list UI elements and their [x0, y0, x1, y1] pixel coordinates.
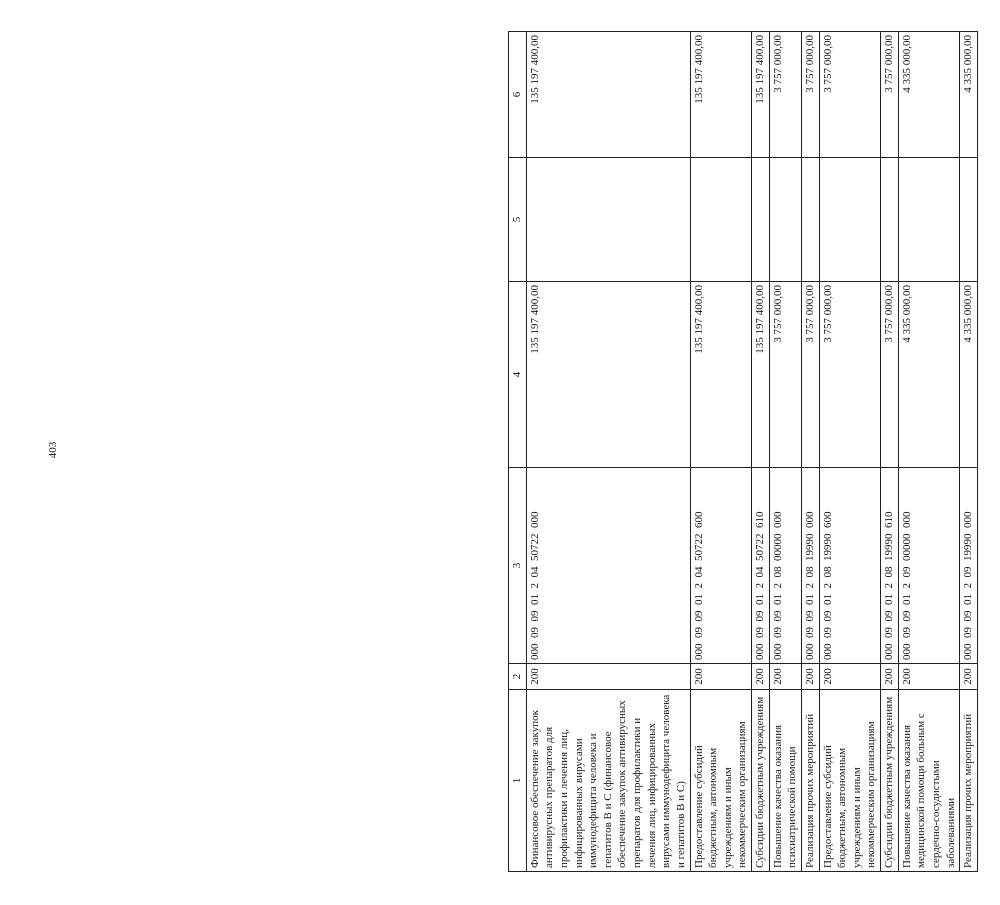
- row-code: 000 09 09 01 2 08 19990 000: [801, 468, 819, 664]
- row-name: Реализация прочих мероприятий: [960, 690, 978, 872]
- row-col6: 4 335 000,00: [898, 32, 960, 158]
- row-col5: [898, 158, 960, 282]
- page-number: 403: [47, 441, 59, 459]
- budget-table: [508, 31, 978, 872]
- row-col6: 3 757 000,00: [819, 32, 881, 158]
- row-code: 000 09 09 01 2 04 50722 610: [752, 468, 770, 664]
- row-col4: 3 757 000,00: [881, 282, 899, 468]
- row-col2: 200: [769, 664, 801, 690]
- row-col2: 200: [526, 664, 690, 690]
- row-col6: 3 757 000,00: [881, 32, 899, 158]
- row-name: Субсидии бюджетным учреждениям: [881, 690, 899, 872]
- rotated-table-container: [508, 32, 1000, 872]
- row-col4: 135 197 400,00: [690, 282, 752, 468]
- row-col4: 3 757 000,00: [819, 282, 881, 468]
- row-col4: 3 757 000,00: [769, 282, 801, 468]
- table-row: [960, 32, 978, 872]
- row-col4: 135 197 400,00: [752, 282, 770, 468]
- row-code: 000 09 09 01 2 08 19990 600: [819, 468, 881, 664]
- table-row: [881, 32, 899, 872]
- table-row: [801, 32, 819, 872]
- header-col-6: 6: [509, 32, 527, 158]
- table-row: [769, 32, 801, 872]
- row-col2: 200: [898, 664, 960, 690]
- row-name: Субсидии бюджетным учреждениям: [752, 690, 770, 872]
- row-col6: 135 197 400,00: [752, 32, 770, 158]
- header-col-3: 3: [509, 468, 527, 664]
- row-col5: [881, 158, 899, 282]
- header-col-2: 2: [509, 664, 527, 690]
- table-row: [898, 32, 960, 872]
- row-col6: 3 757 000,00: [801, 32, 819, 158]
- header-col-1: 1: [509, 690, 527, 872]
- row-col2: 200: [960, 664, 978, 690]
- row-col2: 200: [752, 664, 770, 690]
- row-col2: 200: [881, 664, 899, 690]
- row-col6: 135 197 400,00: [690, 32, 752, 158]
- row-name: Предоставление субсидий бюджетным, автономным учреждениям и иным некоммерческим организациям: [819, 690, 881, 872]
- header-col-5: 5: [509, 158, 527, 282]
- row-col2: 200: [801, 664, 819, 690]
- row-col4: 135 197 400,00: [526, 282, 690, 468]
- row-col5: [819, 158, 881, 282]
- row-code: 000 09 09 01 2 08 19990 610: [881, 468, 899, 664]
- row-code: 000 09 09 01 2 09 19990 000: [960, 468, 978, 664]
- row-col5: [690, 158, 752, 282]
- row-code: 000 09 09 01 2 09 00000 000: [898, 468, 960, 664]
- row-col6: 135 197 400,00: [526, 32, 690, 158]
- row-name: Повышение качества оказания психиатрической помощи: [769, 690, 801, 872]
- row-col4: 4 335 000,00: [898, 282, 960, 468]
- row-col6: 4 335 000,00: [960, 32, 978, 158]
- row-col6: 3 757 000,00: [769, 32, 801, 158]
- row-name: Реализация прочих мероприятий: [801, 690, 819, 872]
- row-col2: 200: [690, 664, 752, 690]
- row-code: 000 09 09 01 2 04 50722 600: [690, 468, 752, 664]
- row-name: Финансовое обеспечение закупок антивирусных препаратов для профилактики и лечения лиц, инфицированных вирусами иммунодефицита человека и гепатитов В и С (финансовое обеспечение закупок антивирусных препаратов для профилактики и лечения лиц, инфицированных вирусами иммунодефицита человека и гепатитов В и С): [526, 690, 690, 872]
- header-col-4: 4: [509, 282, 527, 468]
- row-col5: [960, 158, 978, 282]
- row-col4: 4 335 000,00: [960, 282, 978, 468]
- row-code: 000 09 09 01 2 04 50722 000: [526, 468, 690, 664]
- row-col5: [801, 158, 819, 282]
- table-row: [526, 32, 690, 872]
- row-name: Повышение качества оказания медицинской помощи больным с сердечно-сосудистыми заболеваниями: [898, 690, 960, 872]
- table-row: [819, 32, 881, 872]
- row-col5: [769, 158, 801, 282]
- header-row: [509, 32, 527, 872]
- row-col2: 200: [819, 664, 881, 690]
- table-row: [752, 32, 770, 872]
- row-col4: 3 757 000,00: [801, 282, 819, 468]
- table-row: [690, 32, 752, 872]
- row-code: 000 09 09 01 2 08 00000 000: [769, 468, 801, 664]
- row-col5: [752, 158, 770, 282]
- row-name: Предоставление субсидий бюджетным, автономным учреждениям и иным некоммерческим организациям: [690, 690, 752, 872]
- row-col5: [526, 158, 690, 282]
